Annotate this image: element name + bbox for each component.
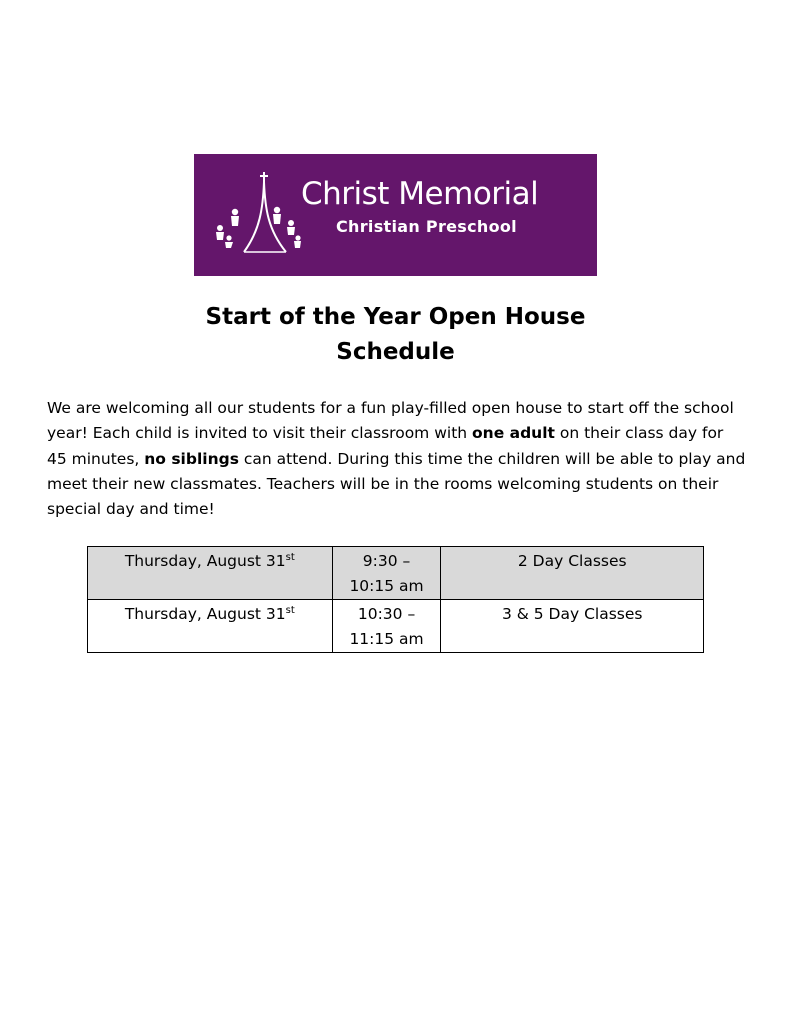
intro-bold-one-adult: one adult bbox=[472, 424, 555, 443]
intro-paragraph bbox=[47, 396, 747, 522]
schedule-date-cell: Thursday, August 31st bbox=[88, 547, 333, 600]
page-title-line1: Start of the Year Open House bbox=[205, 304, 586, 330]
page-title-line2: Schedule bbox=[336, 339, 455, 365]
schedule-row bbox=[88, 547, 704, 600]
schedule-time-cell: 9:30 – 10:15 am bbox=[332, 547, 441, 600]
schedule-row bbox=[88, 600, 704, 653]
schedule-classes-cell: 2 Day Classes bbox=[441, 547, 704, 600]
schedule-date-cell: Thursday, August 31st bbox=[88, 600, 333, 653]
intro-bold-no-siblings: no siblings bbox=[144, 449, 239, 468]
page-title bbox=[0, 300, 791, 370]
intro-text-1: We are welcoming all our students for a fun play-filled open house to start off the school year! Each child is invited to visit their classroom with bbox=[47, 399, 734, 443]
schedule-time-cell: 10:30 – 11:15 am bbox=[332, 600, 441, 653]
church-steeple-children-icon bbox=[208, 168, 302, 262]
logo-school-name: Christ Memorial bbox=[301, 176, 539, 212]
intro-text-3: can attend. During this time the children will be able to play and meet their new classmates. Teachers will be in the rooms welcoming students on their special day and time! bbox=[47, 449, 746, 519]
schedule-table bbox=[87, 546, 704, 653]
logo-banner bbox=[194, 154, 597, 276]
logo-school-subtitle: Christian Preschool bbox=[336, 217, 517, 236]
schedule-classes-cell: 3 & 5 Day Classes bbox=[441, 600, 704, 653]
intro-text-2: on their class day for 45 minutes, bbox=[47, 424, 724, 468]
